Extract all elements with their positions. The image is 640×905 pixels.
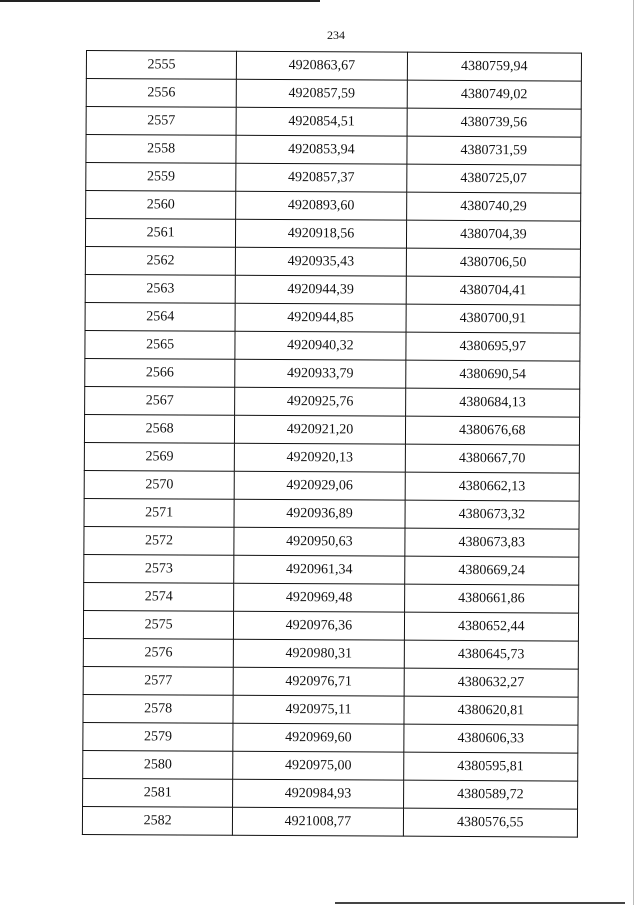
coordinates-table: [82, 50, 582, 838]
x-coordinate-cell: 4920857,59: [236, 79, 407, 108]
y-coordinate-cell: 4380725,07: [406, 164, 581, 193]
y-coordinate-cell: 4380731,59: [407, 136, 582, 165]
y-coordinate-cell: 4380576,55: [403, 808, 578, 837]
table-row: [82, 806, 577, 837]
y-coordinate-cell: 4380669,24: [404, 556, 579, 585]
y-coordinate-cell: 4380589,72: [403, 780, 578, 809]
table-row: [86, 191, 581, 222]
y-coordinate-cell: 4380739,56: [407, 108, 582, 137]
y-coordinate-cell: 4380673,83: [404, 528, 579, 557]
point-number-cell: 2568: [84, 414, 234, 443]
point-number-cell: 2569: [84, 442, 234, 471]
point-number-cell: 2561: [85, 219, 235, 248]
point-number-cell: 2567: [85, 386, 235, 415]
x-coordinate-cell: 4920857,37: [236, 163, 407, 192]
point-number-cell: 2556: [86, 79, 236, 108]
point-number-cell: 2571: [84, 498, 234, 527]
point-number-cell: 2573: [84, 554, 234, 583]
x-coordinate-cell: 4920961,34: [234, 555, 405, 584]
table-row: [85, 302, 580, 333]
y-coordinate-cell: 4380620,81: [404, 696, 579, 725]
point-number-cell: 2555: [86, 51, 236, 80]
x-coordinate-cell: 4921008,77: [233, 807, 404, 836]
point-number-cell: 2572: [84, 526, 234, 555]
point-number-cell: 2566: [85, 358, 235, 387]
point-number-cell: 2557: [86, 107, 236, 136]
table-row: [83, 778, 578, 809]
table-row: [85, 274, 580, 305]
point-number-cell: 2564: [85, 302, 235, 331]
y-coordinate-cell: 4380662,13: [405, 472, 580, 501]
x-coordinate-cell: 4920920,13: [235, 443, 406, 472]
point-number-cell: 2563: [85, 274, 235, 303]
table-row: [84, 526, 579, 557]
point-number-cell: 2581: [83, 778, 233, 807]
point-number-cell: 2575: [83, 610, 233, 639]
x-coordinate-cell: 4920976,36: [234, 611, 405, 640]
x-coordinate-cell: 4920929,06: [234, 471, 405, 500]
table-row: [85, 219, 580, 250]
x-coordinate-cell: 4920935,43: [236, 247, 407, 276]
x-coordinate-cell: 4920918,56: [236, 219, 407, 248]
table-row: [84, 414, 579, 445]
y-coordinate-cell: 4380652,44: [404, 612, 579, 641]
y-coordinate-cell: 4380645,73: [404, 640, 579, 669]
y-coordinate-cell: 4380759,94: [407, 52, 582, 81]
table-row: [84, 582, 579, 613]
coordinates-table-body: [82, 51, 581, 838]
table-row: [83, 638, 578, 669]
point-number-cell: 2582: [82, 806, 232, 835]
x-coordinate-cell: 4920975,00: [233, 751, 404, 780]
table-row: [86, 107, 581, 138]
point-number-cell: 2562: [85, 246, 235, 275]
y-coordinate-cell: 4380673,32: [405, 500, 580, 529]
x-coordinate-cell: 4920950,63: [234, 527, 405, 556]
point-number-cell: 2558: [86, 135, 236, 164]
y-coordinate-cell: 4380740,29: [406, 192, 581, 221]
point-number-cell: 2578: [83, 694, 233, 723]
y-coordinate-cell: 4380676,68: [405, 416, 580, 445]
scan-edge-top: [0, 0, 320, 2]
x-coordinate-cell: 4920969,48: [234, 583, 405, 612]
y-coordinate-cell: 4380706,50: [406, 248, 581, 277]
table-row: [86, 135, 581, 166]
table-row: [84, 498, 579, 529]
scan-edge-right: [633, 0, 634, 905]
point-number-cell: 2560: [86, 191, 236, 220]
point-number-cell: 2574: [84, 582, 234, 611]
x-coordinate-cell: 4920976,71: [233, 667, 404, 696]
point-number-cell: 2565: [85, 330, 235, 359]
scan-edge-bottom: [335, 902, 625, 904]
table-row: [85, 246, 580, 277]
table-row: [85, 330, 580, 361]
x-coordinate-cell: 4920969,60: [233, 723, 404, 752]
point-number-cell: 2577: [83, 666, 233, 695]
x-coordinate-cell: 4920936,89: [234, 499, 405, 528]
y-coordinate-cell: 4380595,81: [403, 752, 578, 781]
y-coordinate-cell: 4380632,27: [404, 668, 579, 697]
x-coordinate-cell: 4920921,20: [235, 415, 406, 444]
y-coordinate-cell: 4380690,54: [405, 360, 580, 389]
x-coordinate-cell: 4920854,51: [236, 107, 407, 136]
x-coordinate-cell: 4920940,32: [235, 331, 406, 360]
point-number-cell: 2576: [83, 638, 233, 667]
x-coordinate-cell: 4920975,11: [233, 695, 404, 724]
x-coordinate-cell: 4920925,76: [235, 387, 406, 416]
y-coordinate-cell: 4380704,41: [406, 276, 581, 305]
table-row: [84, 442, 579, 473]
table-row: [83, 666, 578, 697]
table-row: [84, 470, 579, 501]
y-coordinate-cell: 4380749,02: [407, 80, 582, 109]
table-row: [86, 79, 581, 110]
x-coordinate-cell: 4920893,60: [236, 191, 407, 220]
point-number-cell: 2580: [83, 750, 233, 779]
table-row: [86, 163, 581, 194]
point-number-cell: 2559: [86, 163, 236, 192]
x-coordinate-cell: 4920863,67: [237, 51, 408, 80]
page-number: 234: [327, 28, 345, 42]
table-row: [86, 51, 581, 82]
y-coordinate-cell: 4380684,13: [405, 388, 580, 417]
x-coordinate-cell: 4920980,31: [234, 639, 405, 668]
y-coordinate-cell: 4380606,33: [403, 724, 578, 753]
table-row: [83, 694, 578, 725]
x-coordinate-cell: 4920984,93: [233, 779, 404, 808]
y-coordinate-cell: 4380700,91: [406, 304, 581, 333]
x-coordinate-cell: 4920944,39: [235, 275, 406, 304]
x-coordinate-cell: 4920933,79: [235, 359, 406, 388]
x-coordinate-cell: 4920853,94: [236, 135, 407, 164]
y-coordinate-cell: 4380667,70: [405, 444, 580, 473]
table-row: [83, 750, 578, 781]
table-row: [83, 610, 578, 641]
table-row: [85, 358, 580, 389]
table-row: [83, 722, 578, 753]
point-number-cell: 2570: [84, 470, 234, 499]
point-number-cell: 2579: [83, 722, 233, 751]
x-coordinate-cell: 4920944,85: [235, 303, 406, 332]
y-coordinate-cell: 4380661,86: [404, 584, 579, 613]
y-coordinate-cell: 4380695,97: [406, 332, 581, 361]
table-row: [84, 554, 579, 585]
y-coordinate-cell: 4380704,39: [406, 220, 581, 249]
table-row: [85, 386, 580, 417]
